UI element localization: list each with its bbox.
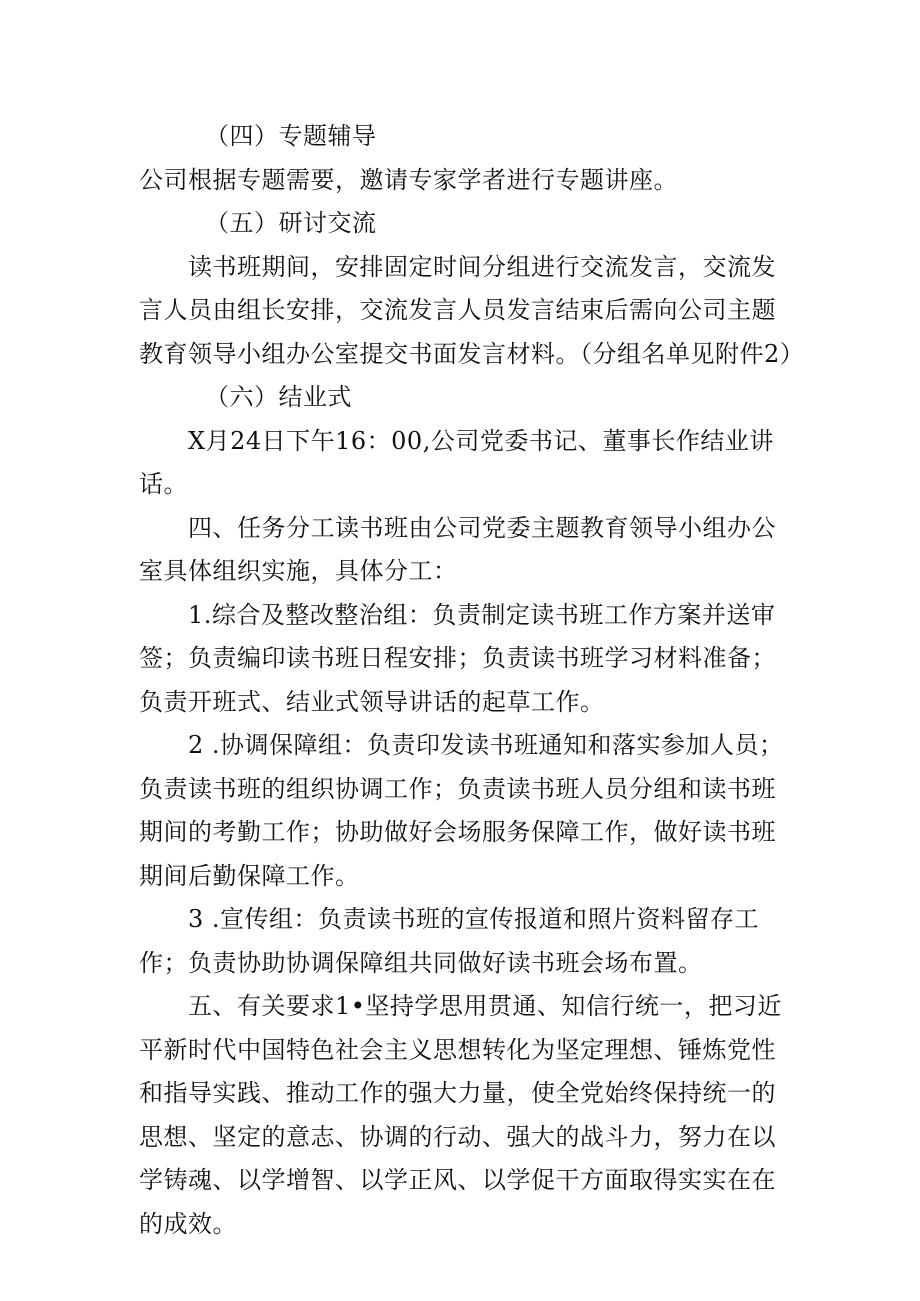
section-requirements: 五、有关要求1•坚持学思用贯通、知信行统一，把习近平新时代中国特色社会主义思想转化为坚定理想、锤炼党性和指导实践、推动工作的强大力量，使全党始终保持统一的思想、坚定的意志、协调的行动、强大的战斗力，努力在以学铸魂、以学增智、以学正风、以学促干方面取得实实在在的成效。 (139, 992, 782, 1238)
list-item-coordination-group: 2 .协调保障组：负责印发读书班通知和落实参加人员；负责读书班的组织协调工作；负责读书班人员分组和读书班期间的考勤工作；协助做好会场服务保障工作，做好读书班期间后勤保障工作。 (139, 731, 784, 890)
paragraph-special-tutoring: 公司根据专题需要，邀请专家学者进行专题讲座。 (139, 165, 678, 194)
list-item-comprehensive-group: 1.综合及整改整治组：负责制定读书班工作方案并送审签；负责编印读书班日程安排；负责读书班学习材料准备；负责开班式、结业式领导讲话的起草工作。 (139, 600, 776, 716)
heading-special-tutoring: （四）专题辅导 (205, 122, 377, 150)
list-item-publicity-group: 3 .宣传组：负责读书班的宣传报道和照片资料留存工作；负责协助协调保障组共同做好读书班会场布置。 (139, 905, 760, 977)
heading-closing-ceremony: （六）结业式 (205, 383, 352, 411)
paragraph-closing-ceremony: X月24日下午16：00,公司党委书记、董事长作结业讲话。 (139, 426, 774, 498)
heading-discussion-exchange: （五）研讨交流 (205, 209, 377, 237)
section-task-division: 四、任务分工读书班由公司党委主题教育领导小组办公室具体组织实施，具体分工： (139, 513, 776, 585)
paragraph-discussion-exchange: 读书班期间，安排固定时间分组进行交流发言，交流发言人员由组长安排，交流发言人员发言结束后需向公司主题教育领导小组办公室提交书面发言材料。（分组名单见附件2） (139, 252, 805, 368)
document-body (139, 115, 805, 1246)
